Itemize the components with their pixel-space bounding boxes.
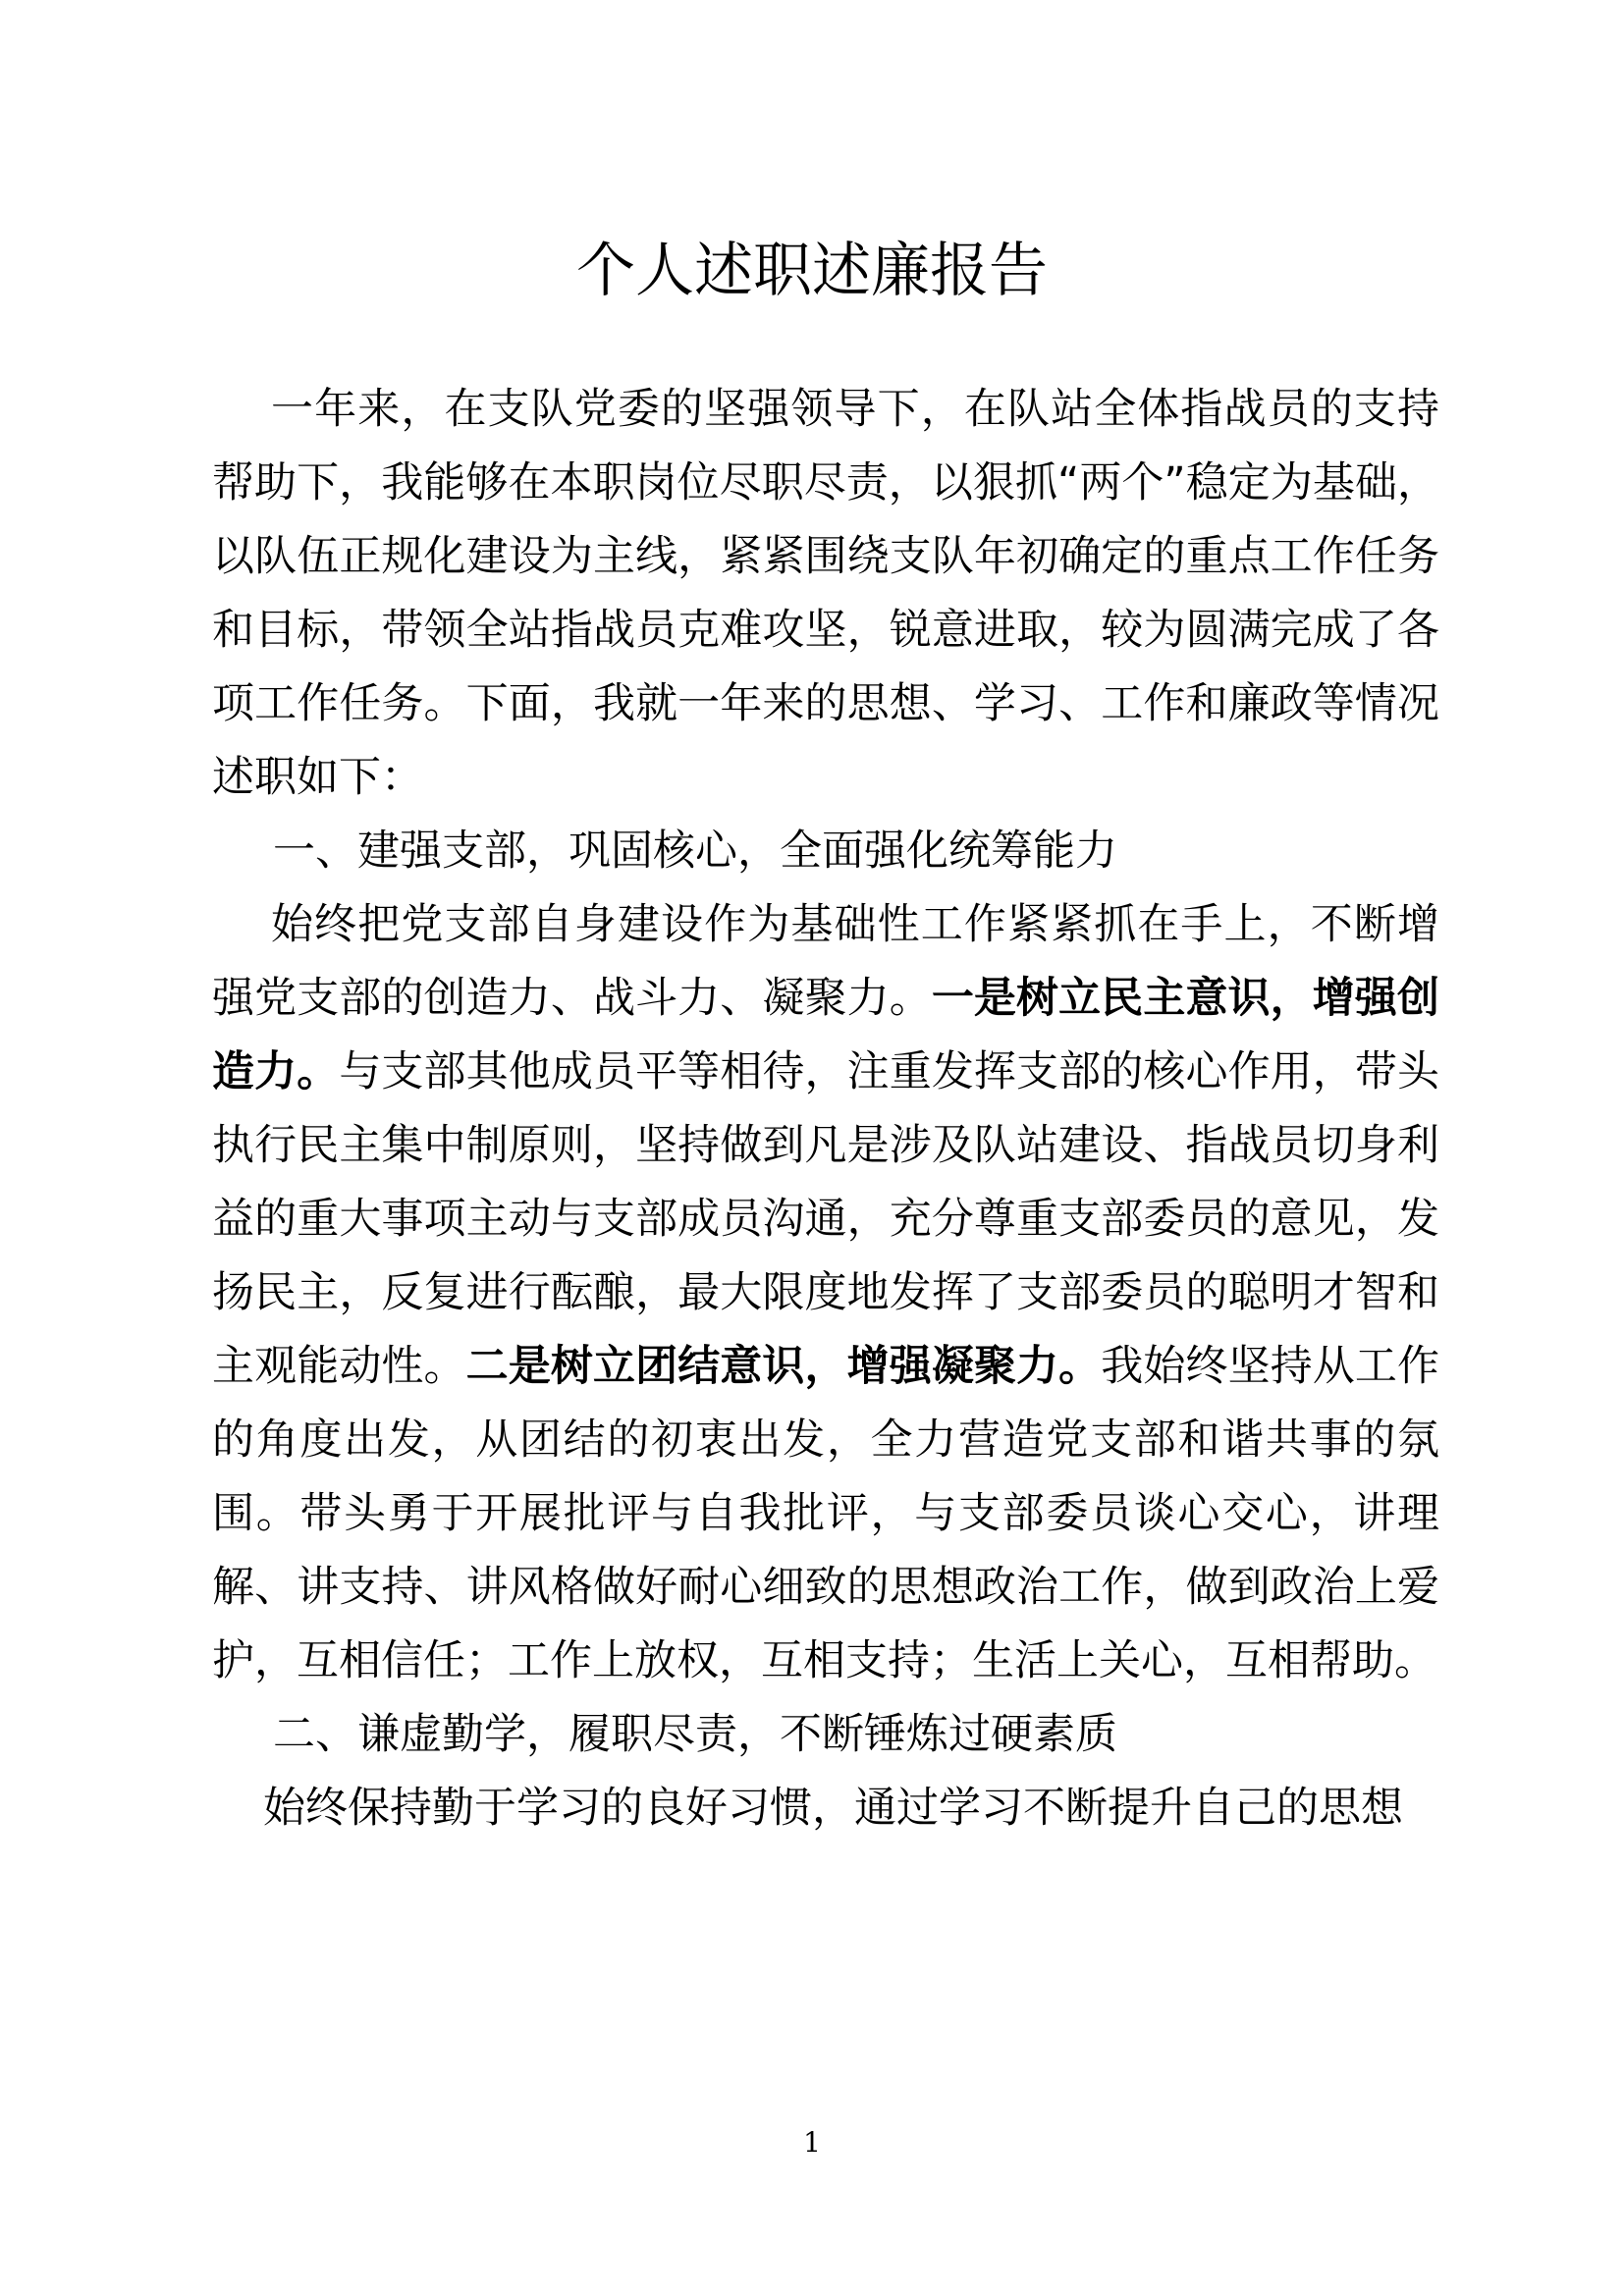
document-body <box>212 373 1439 1845</box>
section-1-bold-point-1: 一是树立民主意识，增强创造力。 <box>212 974 1440 1096</box>
section-2-heading: 二、谦虚勤学，履职尽责，不断锤炼过硬素质 <box>273 1710 1117 1759</box>
section-1-text-a: 始终把党支部自身建设作为基础性工作紧紧抓在手上，不断增强党支部的创造力、战斗力、凝聚力。 <box>212 900 1439 1023</box>
page-number: 1 <box>803 2126 821 2159</box>
section-1-bold-point-2: 二是树立团结意识，增强凝聚力。 <box>465 1342 1102 1391</box>
section-2-paragraph: 始终保持勤于学习的良好习惯，通过学习不断提升自己的思想 <box>263 1784 1403 1833</box>
section-1-text-b: 与支部其他成员平等相待，注重发挥支部的核心作用，带头执行民主集中制原则，坚持做到凡是涉及队站建设、指战员切身利益的重大事项主动与支部成员沟通，充分尊重支部委员的意见，发扬民主，反复进行酝酿，最大限度地发挥了支部委员的聪明才智和主观能动性。 <box>212 1047 1440 1391</box>
section-1-paragraph <box>212 888 1439 1698</box>
intro-paragraph: 一年来，在支队党委的坚强领导下，在队站全体指战员的支持帮助下，我能够在本职岗位尽职尽责，以狠抓“两个”稳定为基础，以队伍正规化建设为主线，紧紧围绕支队年初确定的重点工作任务和目标，带领全站指战员克难攻坚，锐意进取，较为圆满完成了各项工作任务。下面，我就一年来的思想、学习、工作和廉政等情况述职如下： <box>212 385 1439 802</box>
section-1-heading: 一、建强支部，巩固核心，全面强化统筹能力 <box>273 827 1117 876</box>
document-title: 个人述职述廉报告 <box>576 237 1048 305</box>
section-1-text-c: 我始终坚持从工作的角度出发，从团结的初衷出发，全力营造党支部和谐共事的氛围。带头勇于开展批评与自我批评，与支部委员谈心交心，讲理解、讲支持、讲风格做好耐心细致的思想政治工作，做到政治上爱护，互相信任；工作上放权，互相支持；生活上关心，互相帮助。 <box>212 1342 1440 1685</box>
